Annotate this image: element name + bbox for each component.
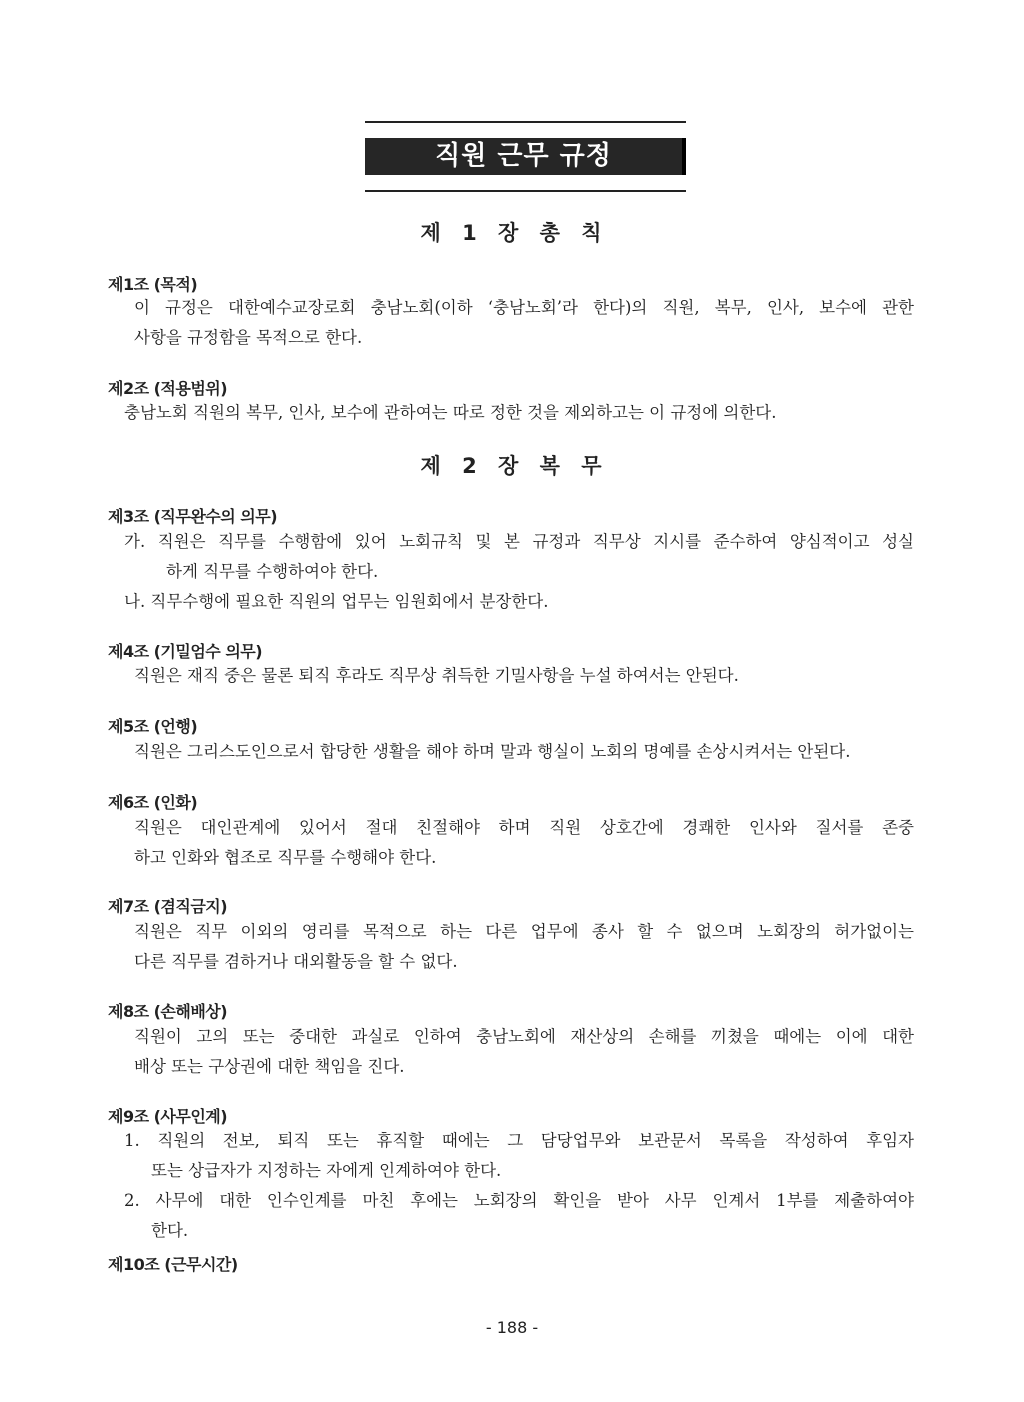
article-7-heading: 제7조 (겸직금지) [108, 897, 228, 916]
article-8-line-1: 직원이 고의 또는 중대한 과실로 인하여 충남노회에 재산상의 손해를 끼쳤을 때에는 이에 대한 [134, 1027, 914, 1046]
article-10-heading: 제10조 (근무시간) [108, 1255, 238, 1274]
article-9-line-4: 한다. [151, 1221, 189, 1240]
article-5-line-1: 직원은 그리스도인으로서 합당한 생활을 해야 하며 말과 행실이 노회의 명예를 손상시켜서는 안된다. [134, 742, 851, 761]
article-9-heading: 제9조 (사무인계) [108, 1107, 228, 1126]
title-top-rule [365, 121, 686, 123]
article-7-line-2: 다른 직무를 겸하거나 대외활동을 할 수 없다. [134, 952, 458, 971]
article-3-line-2: 하게 직무를 수행하여야 한다. [166, 562, 379, 581]
title-bottom-rule [365, 190, 686, 192]
page-number: - 188 - [485, 1318, 539, 1337]
article-8-heading: 제8조 (손해배상) [108, 1002, 228, 1021]
article-7-line-1: 직원은 직무 이외의 영리를 목적으로 하는 다른 업무에 종사 할 수 없으며 노회장의 허가없이는 [134, 922, 914, 941]
article-3-line-3: 나. 직무수행에 필요한 직원의 업무는 임원회에서 분장한다. [124, 592, 549, 611]
chapter-2-heading: 제 2 장 복 무 [420, 454, 604, 478]
article-1-line-2: 사항을 규정함을 목적으로 한다. [134, 328, 363, 347]
article-6-line-1: 직원은 대인관계에 있어서 절대 친절해야 하며 직원 상호간에 경쾌한 인사와 질서를 존중 [134, 818, 914, 837]
article-9-line-1: 1. 직원의 전보, 퇴직 또는 휴직할 때에는 그 담당업무와 보관문서 목록을 작성하여 후임자 [124, 1131, 914, 1150]
title-block [365, 121, 686, 192]
article-4-heading: 제4조 (기밀엄수 의무) [108, 642, 263, 661]
article-6-heading: 제6조 (인화) [108, 793, 198, 812]
article-6-line-2: 하고 인화와 협조로 직무를 수행해야 한다. [134, 848, 437, 867]
article-2-heading: 제2조 (적용범위) [108, 379, 228, 398]
article-9-line-3: 2. 사무에 대한 인수인계를 마친 후에는 노회장의 확인을 받아 사무 인계서 1부를 제출하여야 [124, 1191, 914, 1210]
document-title: 직원 근무 규정 [365, 138, 686, 175]
article-2-line-1: 충남노회 직원의 복무, 인사, 보수에 관하여는 따로 정한 것을 제외하고는 이 규정에 의한다. [124, 403, 777, 422]
article-5-heading: 제5조 (언행) [108, 717, 198, 736]
article-8-line-2: 배상 또는 구상권에 대한 책임을 진다. [134, 1057, 405, 1076]
chapter-1-heading: 제 1 장 총 칙 [420, 221, 604, 245]
article-3-line-1: 가. 직원은 직무를 수행함에 있어 노회규칙 및 본 규정과 직무상 지시를 준수하여 양심적이고 성실 [124, 532, 914, 551]
article-1-heading: 제1조 (목적) [108, 275, 198, 294]
article-9-line-2: 또는 상급자가 지정하는 자에게 인계하여야 한다. [151, 1161, 502, 1180]
article-3-heading: 제3조 (직무완수의 의무) [108, 507, 278, 526]
article-4-line-1: 직원은 재직 중은 물론 퇴직 후라도 직무상 취득한 기밀사항을 누설 하여서는 안된다. [134, 666, 739, 685]
article-1-line-1: 이 규정은 대한예수교장로회 충남노회(이하 ‘충남노회’라 한다)의 직원, 복무, 인사, 보수에 관한 [134, 298, 914, 317]
